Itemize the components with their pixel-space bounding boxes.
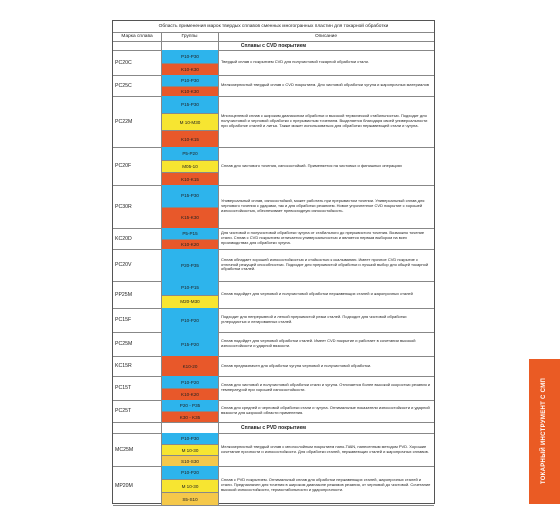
group-cell: P15-P30 [162,96,218,113]
grade-cell: PC25T [115,408,132,414]
group-cell: P15-P20 [162,332,218,356]
group-cell: P10-P20 [162,308,218,332]
grade-cell: PC25C [115,82,132,89]
group-cell: P10-P20 [162,466,218,479]
group-cell: S10-S30 [162,455,218,466]
header-description: Описание [314,34,338,39]
column-divider [218,32,219,505]
grade-cell: PC22M [115,118,133,125]
table-title: Область применения марок твердых сплавов сменных многогранных пластин для токарной обработки [158,24,389,29]
group-cell: P10-P30 [162,433,218,444]
grade-application-table [112,20,435,504]
grade-cell: PC15F [115,317,132,323]
grade-cell: KC15R [115,363,132,369]
description-cell: Сплав для чистового точения, износостойкий. Применяется на чистовых и финишных операциях [221,162,402,168]
description-cell: Твердый сплав с покрытием CVD для получистовой токарной обработки стали. [221,59,369,65]
group-cell: P20 - P35 [162,400,218,411]
group-cell: P10-P30 [162,50,218,63]
group-cell: M05-10 [162,160,218,173]
side-tab [529,359,560,504]
group-cell: P10-P20 [162,376,218,388]
grade-cell: MC25M [115,446,134,453]
group-cell: M 10-30 [162,479,218,492]
grade-cell: PC20C [115,59,132,66]
group-cell: K10-K20 [162,239,218,250]
description-cell: Мелкозернистый твердый сплав с многослойным покрытием нано-TiAlN, нанесенным методом PVD. Хорошие сочетание прочности и износостойкости. Для обработки сталей, нержавеющих сталей и жаропрочных сплавов. [221,443,429,454]
side-tab-label: ТОКАРНЫЙ ИНСТРУМЕНТ С СМП [541,377,547,485]
grade-cell: PC20V [115,262,132,268]
group-cell: K10-K30 [162,86,218,97]
group-cell: P20-P35 [162,249,218,281]
group-cell: K10-K15 [162,130,218,147]
grade-cell: PC25M [115,341,133,347]
description-cell: Сплав с PVD покрытием. Оптимальный сплав для обработки нержавеющих сталей, жаропрочных сталей и стали. Предназначен для точения в широком диапазоне режимов резания, от черновой до чистовой. Сочетание высокой износостойкости, термостабильности и ударопрочности. [221,477,431,492]
grade-cell: KC20D [115,235,132,242]
header-grade: Марка сплава [121,34,153,39]
description-cell: Сплав для средней и черновой обработки стали и чугуна. Оптимальные показатели износостойкости и ударной вязкости для широкой области применения. [221,405,430,415]
description-cell: Сплав для чистовой и получистовой обработки стали и чугуна. Отличается более высокой скоростью резания и температурой при хорошей износостойкости. [221,382,431,392]
group-cell: K10-K20 [162,388,218,400]
grade-cell: PC20F [115,163,132,169]
group-cell: K10-20 [162,356,218,376]
column-divider [161,32,162,505]
group-cell: K30 - K35 [162,411,218,422]
header-groups: Группы [181,34,198,39]
description-cell: Сплав подойдет для черновой и получистовой обработки нержавеющих сталей и жаропрочных сталей [221,291,413,297]
description-cell: Сплав предназначен для обработки чугуна черновой и получистовой обработки. [221,362,372,368]
group-cell: P10-P30 [162,75,218,86]
group-cell: S5-S10 [162,492,218,505]
description-cell: Сплав подойдет для черновой обработки сталей. Имеет CVD покрытие и работает в сочетании высокой износостойкости и ударной вязкости. [221,338,416,348]
description-cell: Универсальный сплав, износостойкий, может работать при прерывистом точении. Универсальный сплав для чернового точения с ударами, так и для обработки резанием. Новое упрочненное CVD покрытие с хорошей износостойкостью, обеспечивает превосходную износостойкость. [221,198,425,213]
group-cell: K10-K30 [162,63,218,76]
description-cell: Многоцелевой сплав с широким диапазоном обработки и высокой термической стабильностью. Подходит для получистовой и черновой обработки с прерывистым точением. Выделяется благодаря своей универсальности при обработке сталей и литья. Также может использоваться для обработки нержавеющей стали и чугуна. [221,113,428,128]
grade-cell: PP25M [115,291,133,298]
grade-cell: PC15T [115,385,132,391]
description-cell: Для чистовой и получистовой обработки чугуна от стабильного до прерывистого точения. Возможно точение стали. Сплав с CVD покрытием отличается универсальностью и является первым выбором на всех производствах для обработки чугуна. [221,230,425,245]
section-cvd: Сплавы с CVD покрытием [240,42,307,49]
group-cell: P5-P15 [162,228,218,239]
description-cell: Сплав обладает хорошей износостойкостью и стойкостью к скалыванию. Имеет прочное CVD покрытие с отличной режущей способностью. Подходит для прерывистой обработки и лучший выбор для общей токарной обработки сталей. [221,256,429,272]
grade-cell: PC30R [115,203,132,210]
description-cell: Подходит для непрерывной и легкой прерывистой резки сталей. Подходит для чистовой обработки углеродистых и легированных сталей. [221,314,407,324]
description-cell: Мелкозернистый твердый сплав с CVD покрытием. Для чистовой обработки чугуна и жаропрочных материалов [221,82,429,88]
group-cell: K10-K15 [162,172,218,185]
group-cell: P5-P20 [162,147,218,160]
group-cell: P15-P30 [162,185,218,207]
group-cell: M 10-30 [162,444,218,455]
section-pvd: Сплавы с PVD покрытием [241,424,306,431]
group-cell: M20-M30 [162,295,218,309]
grade-cell: MP20M [115,482,133,489]
group-cell: K15-K30 [162,207,218,229]
group-cell: P10-P15 [162,281,218,295]
group-cell: M 10-M30 [162,113,218,130]
